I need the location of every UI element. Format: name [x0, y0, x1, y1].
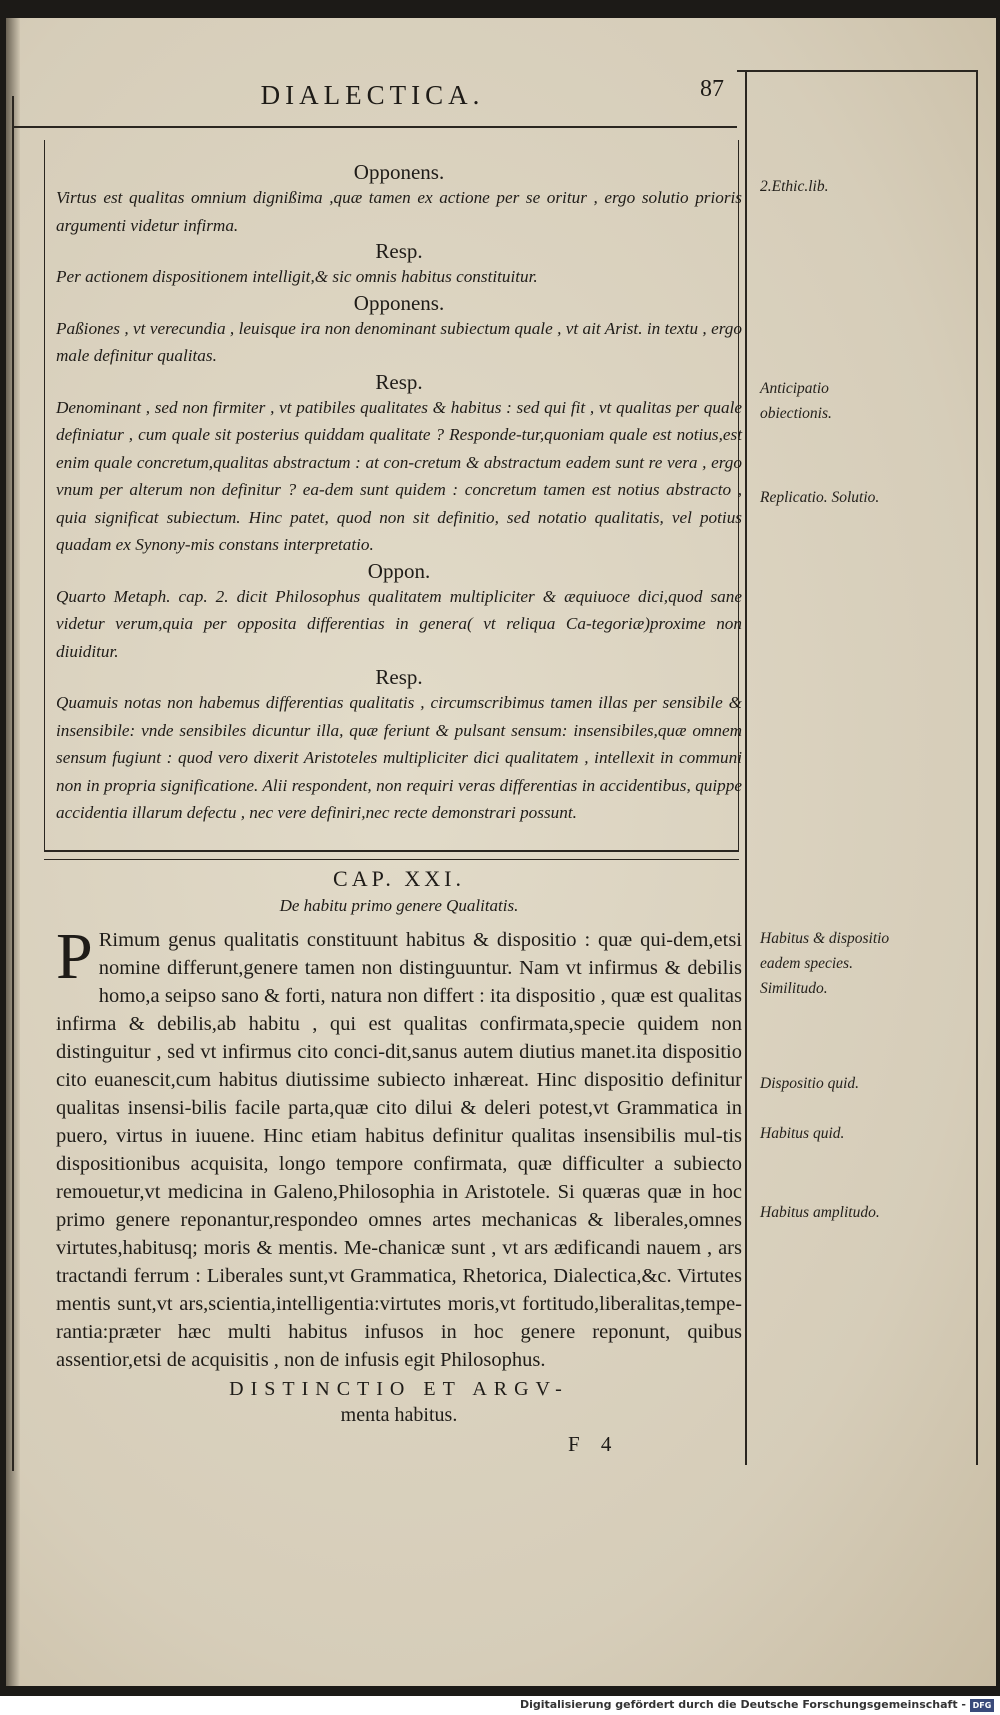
- column-divider: [745, 70, 747, 1465]
- page-number: 87: [700, 76, 724, 102]
- chapter-block: [56, 866, 742, 1428]
- objection-box-left: [44, 140, 45, 850]
- margin-note: Replicatio. Solutio.: [760, 489, 880, 506]
- objection-heading: Opponens.: [353, 160, 445, 184]
- response-heading: Resp.: [375, 239, 423, 263]
- section-heading-line1: DISTINCTIO ET ARGV-: [229, 1378, 569, 1400]
- margin-note: Habitus & dispositio eadem species. Similitudo.: [760, 930, 890, 997]
- margin-note: Habitus quid.: [760, 1125, 845, 1142]
- margin-note: Dispositio quid.: [760, 1075, 860, 1092]
- objections-block: [56, 160, 742, 827]
- chapter-subtitle: De habitu primo genere Qualitatis.: [279, 896, 519, 915]
- chapter-title: CAP. XXI.: [333, 866, 465, 891]
- section-heading-line2: menta habitus.: [340, 1404, 458, 1426]
- margin-note: Habitus amplitudo.: [760, 1204, 880, 1221]
- response-text: Quamuis notas non habemus differentias qualitatis , circumscribimus tamen illas per sensibile & insensibile: vnde sensibiles dicuntur illa, quæ feriunt & pulsant sensum: insensibiles,quæ omnem sensum fugiunt : quod vero dixerit Aristoteles multipliciter dici qualitatem , intellexit in communi non in propria significatione. Alii respondent, non requiri veras differentias in accidentibus, quippe accidentia illarum defectu , nec vere definiri,nec recte demonstrari possunt.: [56, 693, 742, 822]
- objection-text: Quarto Metaph. cap. 2. dicit Philosophus qualitatem multipliciter & æquiuoce dici,quod sane videtur verum,quia per opposita differentias in genera( vt reliqua Ca-tegoriæ)proxime non diuiditur.: [56, 586, 742, 661]
- margin-note: 2.Ethic.lib.: [760, 178, 829, 195]
- margin-rule-top: [737, 70, 977, 72]
- objection-heading: Oppon.: [367, 558, 431, 583]
- chapter-body: [56, 920, 742, 1374]
- objection-text: Virtus est qualitas omnium dignißima ,quæ tamen ex actione per se oritur , ergo solutio prioris argumenti videtur infirma.: [56, 188, 742, 235]
- response-text: Denominant , sed non firmiter , vt patibiles qualitates & habitus : sed qui fit , vt qualitas per quale definiatur , cum quale sit posterius quiddam qualitate ? Responde-tur,quoniam quale est notius,est enim quale concretum,qualitas abstractum : at con-cretum & abstractum eadem sunt re vera , ergo vnum per alterum non definitur ? ea-dem sunt quidem : concretum tamen est notius abstracto , quia significat subiectum. Hinc patet, quod non sit definitio, sed notatio qualitatis, vel potius quadam ex Synony-mis constans interpretatio.: [56, 397, 742, 554]
- response-text: Per actionem dispositionem intelligit,& sic omnis habitus constituitur.: [56, 267, 538, 286]
- signature-mark: F 4: [568, 1432, 620, 1456]
- top-rule: [12, 126, 737, 128]
- dfg-logo-icon: DFG: [970, 1699, 994, 1712]
- left-frame-rule: [12, 96, 14, 1471]
- response-heading: Resp.: [375, 665, 423, 689]
- right-frame-rule: [976, 70, 978, 1465]
- margin-note: Anticipatio obiectionis.: [760, 380, 832, 422]
- objection-text: Paßiones , vt verecundia , leuisque ira non denominant subiectum quale , vt ait Arist. in textu , ergo male definitur qualitas.: [56, 318, 742, 365]
- funding-credit: Digitalisierung gefördert durch die Deutsche Forschungsgemeinschaft -: [519, 1698, 966, 1711]
- chapter-body-text: Rimum genus qualitatis constituunt habitus & dispositio : quæ qui-dem,etsi nomine differunt,genere tamen non distinguuntur. Nam vt infirmus & debilis homo,a seipso sano & forti, natura non differt : ita dispositio , quæ est qualitas infirma & debilis,ab habitu , qui est qualitas confirmata,specie quidem non distinguitur , sed vt infirmus cito conci-dit,sanus autem diutius manet.ita dispositio cito euanescit,cum habitus diutissime subiecto inhæreat. Hinc dispositio definitur qualitas insensi-bilis facile parta,quæ cito dilui & deleri potest,vt Grammatica in puero, virtus in iuuene. Hinc etiam habitus definitur qualitas insensibilis mul-tis dispositionibus acquisita, longo tempore confirmata, quæ difficulter a subiecto remouetur,vt medicina in Galeno,Philosophia in Aristotele. Si quæras quæ in hoc primo genere reponantur,respondeo omnes artes mechanicas & liberales,omnes virtutes,habitusq; moris & mentis. Me-chanicæ sunt , vt ars ædificandi nauem , ars tractandi ferrum : Liberales sunt,vt Grammatica, Rhetorica, Dialectica,&c. Virtutes mentis sunt,vt ars,scientia,intelligentia:virtutes moris,vt fortitudo,liberalitas,tempe-rantia:præter hæc multi habitus infusos in hoc genere reponunt, quibus assentior,etsi de acquisitis , non de infusis egit Philosophus.: [56, 929, 742, 1371]
- objection-box-bottom: [44, 850, 739, 852]
- chapter-rule: [44, 859, 739, 860]
- response-heading: Resp.: [375, 369, 423, 394]
- objection-heading: Opponens.: [353, 290, 445, 315]
- running-head: DIALECTICA.: [260, 80, 485, 110]
- drop-capital: P: [56, 920, 93, 993]
